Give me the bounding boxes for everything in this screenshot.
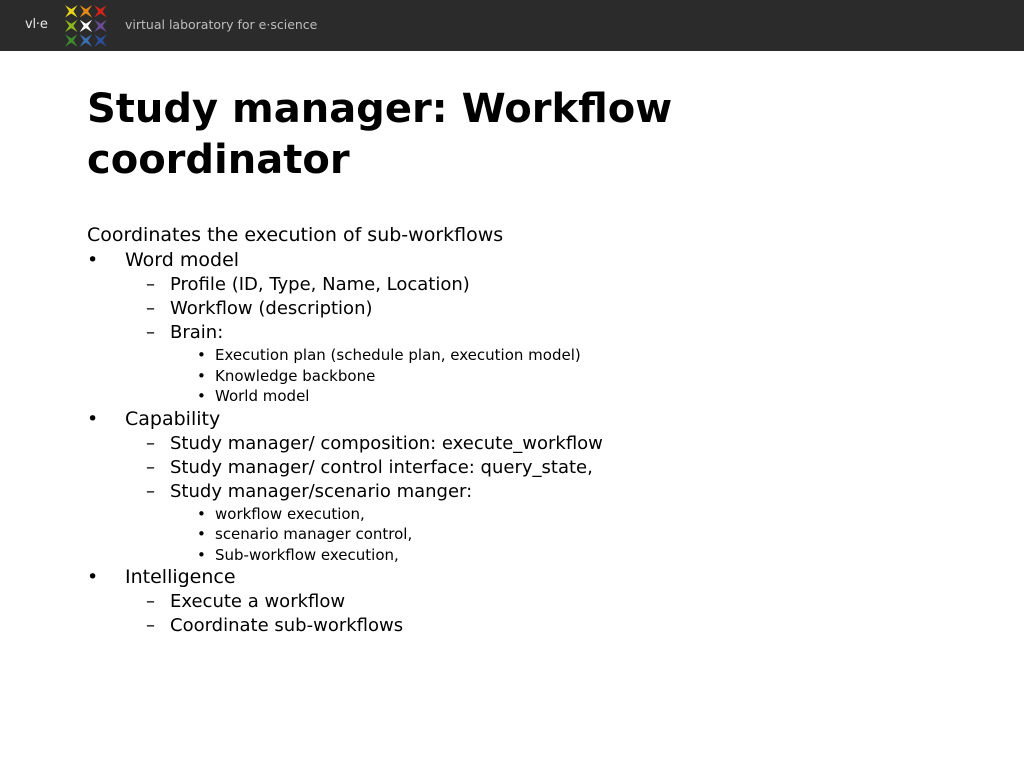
dash-marker: – [146, 456, 155, 478]
list-item-label: Study manager/ control interface: query_state, [170, 456, 593, 478]
list-item-label: Execute a workflow [170, 591, 346, 612]
bullet-marker: • [197, 504, 206, 523]
logo-cell [94, 20, 106, 32]
slide-content [87, 223, 947, 638]
list-item-label: Study manager/scenario manger: [170, 480, 473, 502]
bullet-marker: • [197, 366, 206, 385]
list-item [170, 386, 947, 407]
slide-title: Study manager: Workflow coordinator [87, 86, 673, 183]
dash-marker: – [146, 298, 155, 319]
bullet-marker: • [197, 525, 206, 543]
dash-marker: – [146, 432, 155, 454]
logo-icon [64, 4, 108, 48]
list-item-label: Profile (ID, Type, Name, Location) [170, 274, 470, 295]
list-item [125, 480, 947, 566]
bullet-marker: • [87, 407, 99, 430]
brand-tagline: virtual laboratory for e·science [125, 17, 318, 32]
list-item [87, 248, 947, 407]
list-item [170, 545, 947, 566]
list-item-label: Workflow (description) [170, 298, 373, 319]
dash-marker: – [146, 274, 155, 295]
sub-list [125, 590, 947, 638]
list-item-label: Coordinate sub-workflows [170, 615, 404, 636]
list-item-label: World model [215, 387, 310, 405]
list-item [125, 590, 947, 614]
logo-cell [80, 5, 92, 17]
list-item-label: workflow execution, [215, 504, 365, 523]
sub-sub-list [170, 504, 947, 566]
list-item-label: Study manager/ composition: execute_workflow [170, 432, 603, 454]
sub-list [125, 432, 947, 566]
logo-cell [94, 34, 106, 46]
list-item-label: Knowledge backbone [215, 366, 376, 385]
dash-marker: – [146, 322, 155, 343]
brand-abbreviation: vl·e [25, 17, 48, 32]
list-item [125, 297, 947, 321]
logo-cell [65, 20, 77, 32]
bullet-marker: • [87, 249, 99, 271]
bullet-marker: • [197, 545, 206, 564]
list-item-label: scenario manager control, [215, 525, 413, 543]
list-item [170, 345, 947, 366]
bullet-list [87, 248, 947, 638]
list-item [170, 524, 947, 545]
header-bar [0, 0, 1024, 51]
logo-cell [65, 5, 77, 17]
list-item [125, 614, 947, 638]
list-item-label: Word model [125, 249, 240, 271]
list-item-label: Intelligence [125, 566, 236, 588]
logo-cell [80, 34, 92, 46]
list-item-label: Brain: [170, 322, 224, 343]
list-item-label: Execution plan (schedule plan, execution model) [215, 346, 581, 364]
list-item-label: Sub-workflow execution, [215, 545, 399, 564]
logo-cell [65, 34, 77, 46]
dash-marker: – [146, 615, 155, 636]
list-item [170, 504, 947, 525]
bullet-marker: • [87, 566, 99, 588]
dash-marker: – [146, 591, 155, 612]
list-item-label: Capability [125, 407, 221, 430]
list-item [87, 407, 947, 566]
logo-cell [80, 20, 92, 32]
list-item [125, 432, 947, 456]
sub-list [125, 273, 947, 407]
list-item [125, 273, 947, 297]
sub-sub-list [170, 345, 947, 407]
bullet-marker: • [197, 346, 206, 364]
bullet-marker: • [197, 387, 206, 405]
list-item [125, 321, 947, 407]
intro-text: Coordinates the execution of sub-workflows [87, 224, 504, 246]
list-item [170, 366, 947, 387]
dash-marker: – [146, 480, 155, 502]
logo-cell [94, 5, 106, 17]
list-item [125, 456, 947, 480]
list-item [87, 565, 947, 638]
